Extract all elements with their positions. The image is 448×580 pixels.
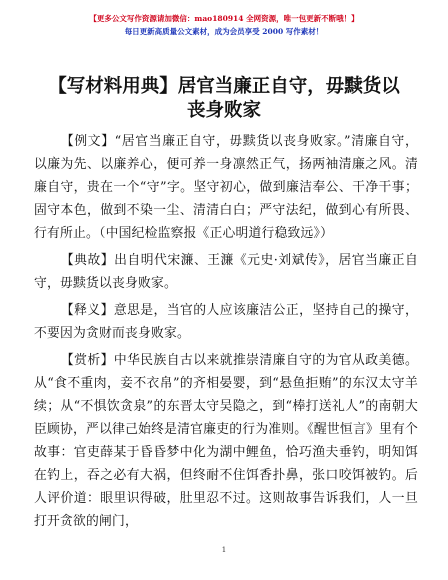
- document-body: [34, 130, 418, 537]
- document-title: 【写材料用典】居官当廉正自守，毋黩货以丧身败家: [48, 76, 400, 121]
- paragraph-example: [34, 130, 418, 245]
- banner-line-2: 每日更新高质量公文素材，成为会员享受 2000 写作素材！: [124, 27, 324, 36]
- paragraph-text: 中华民族自古以来就推崇清廉自守的为官从政美德。从“食不重肉，妾不衣帛”的齐相晏婴，到“悬鱼拒贿”的东汉太守羊续；从“不惧饮贪泉”的东晋太守吴隐之，到“棒打送礼人”的南朝大臣顾协，严以律己始终是清官廉吏的行为准则。《醒世恒言》里有个故事：官吏薛某于昏昏梦中化为湖中鲤鱼，恰巧渔夫垂钓，明知饵在钓上，吞之必有大祸，但终耐不住饵香扑鼻，张口咬饵被钓。后人评价道：眼里识得破，肚里忍不过。这则故事告诉我们，人一旦打开贪欲的闸门，: [34, 353, 418, 529]
- paragraph-text: 出自明代宋濂、王濂《元史·刘斌传》，居官当廉正自守，毋黩货以丧身败家。: [34, 253, 418, 291]
- paragraph-tag: 【赏析】: [60, 353, 114, 368]
- paragraph-tag: 【典故】: [60, 253, 115, 268]
- paragraph-text: 意思是，当官的人应该廉洁公正，坚持自己的操守，不要因为贪财而丧身败家。: [34, 303, 418, 341]
- paragraph-text: “居官当廉正自守，毋黩货以丧身败家。”清廉自守，以廉为先、以廉养心，便可养一身凛然正气，扬两袖清廉之风。清廉自守，贵在一个“守”字。坚守初心，做到廉洁奉公、干净干事；固守本色，做到不染一尘、清清白白；严守法纪，做到心有所畏、行有所止。（中国纪检监察报《正心明道行稳致远》）: [34, 134, 419, 241]
- paragraph-interpretation: [34, 299, 418, 345]
- header-banner: [0, 12, 448, 38]
- page-number: 1: [221, 546, 227, 554]
- paragraph-appreciation: [34, 349, 418, 533]
- paragraph-tag: 【释义】: [60, 303, 114, 318]
- paragraph-tag: 【例文】: [60, 134, 115, 149]
- banner-line-1: 【更多公文写作资源请加微信：mao180914 全网资源，唯一包更新不断哦！】: [89, 14, 359, 23]
- paragraph-allusion: [34, 249, 418, 295]
